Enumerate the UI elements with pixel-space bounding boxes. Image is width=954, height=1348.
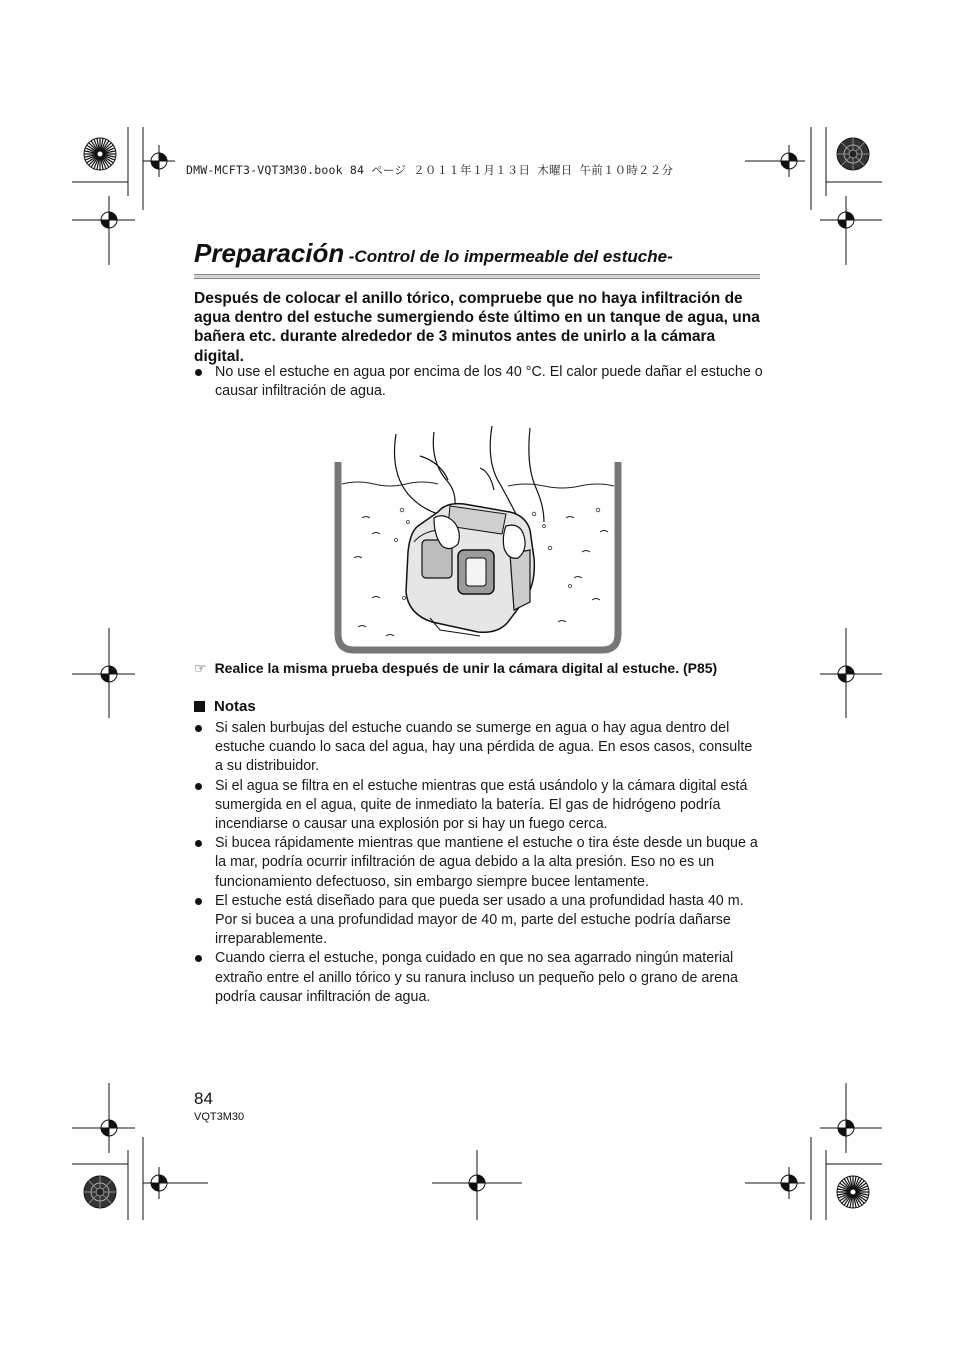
- pointing-hand-icon: ☞: [194, 660, 207, 676]
- list-item-text: Cuando cierra el estuche, ponga cuidado en que no sea agarrado ningún material extraño entre el anillo tórico y su ranura incluso un pequeño pelo o grano de arena podría causar infiltración de agua.: [215, 950, 738, 1005]
- page-title: [194, 238, 673, 269]
- reference-note: [194, 660, 774, 677]
- print-file-header: DMW-MCFT3-VQT3M30.book 84 ページ ２０１１年１月１３日 木曜日 午前１０時２２分: [186, 163, 674, 177]
- bullet-icon: [195, 840, 202, 847]
- list-item-text: Si el agua se filtra en el estuche mientras que está usándolo y la cámara digital está sumergida en el agua, quite de inmediato la batería. El gas de hidrógeno podría incendiarse o causar una explosión por si hay un fuego cerca.: [215, 777, 748, 833]
- document-code: VQT3M30: [194, 1111, 245, 1123]
- list-item: [194, 892, 764, 950]
- title-main: Preparación: [194, 238, 345, 268]
- list-item: [194, 777, 764, 835]
- hands-submerging-case-illustration: [330, 422, 622, 658]
- page-number: 84: [194, 1089, 213, 1108]
- list-item-text: No use el estuche en agua por encima de los 40 °C. El calor puede dañar el estuche o causar infiltración de agua.: [215, 364, 763, 400]
- title-subtitle: -Control de lo impermeable del estuche-: [348, 247, 673, 266]
- bullet-icon: [195, 783, 202, 790]
- title-underline: [194, 274, 760, 279]
- list-item: [194, 363, 764, 401]
- notes-heading: [194, 698, 256, 715]
- list-item-text: El estuche está diseñado para que pueda ser usado a una profundidad hasta 40 m. Por si bucea a una profundidad mayor de 40 m, parte del estuche podría dañarse irreparablemente.: [215, 892, 744, 948]
- reference-text: Realice la misma prueba después de unir la cámara digital al estuche. (P85): [214, 660, 718, 676]
- list-item: [194, 834, 764, 892]
- list-item-text: Si bucea rápidamente mientras que mantiene el estuche o tira éste desde un buque a la mar, podría ocurrir infiltración de agua debido a la alta presión. Eso no es un funcionamiento defectuoso, sin embargo siempre bucee lentamente.: [215, 835, 758, 890]
- square-bullet-icon: [194, 701, 205, 712]
- notes-heading-label: Notas: [214, 698, 256, 715]
- list-item-text: Si salen burbujas del estuche cuando se sumerge en agua o hay agua dentro del estuche cuando lo saca del agua, hay una pérdida de agua. En esos casos, consulte a su distribuidor.: [215, 720, 753, 775]
- bullet-icon: [195, 369, 202, 376]
- list-item: [194, 719, 764, 777]
- intro-bullet-list: [194, 363, 764, 401]
- list-item: [194, 949, 764, 1007]
- notes-list: [194, 719, 764, 1007]
- bullet-icon: [195, 955, 202, 962]
- bullet-icon: [195, 898, 202, 905]
- lead-paragraph: Después de colocar el anillo tórico, compruebe que no haya infiltración de agua dentro del estuche sumergiendo éste último en un tanque de agua, una bañera etc. durante alrededor de 3 minutos antes de unirlo a la cámara digital.: [194, 290, 760, 365]
- bullet-icon: [195, 725, 202, 732]
